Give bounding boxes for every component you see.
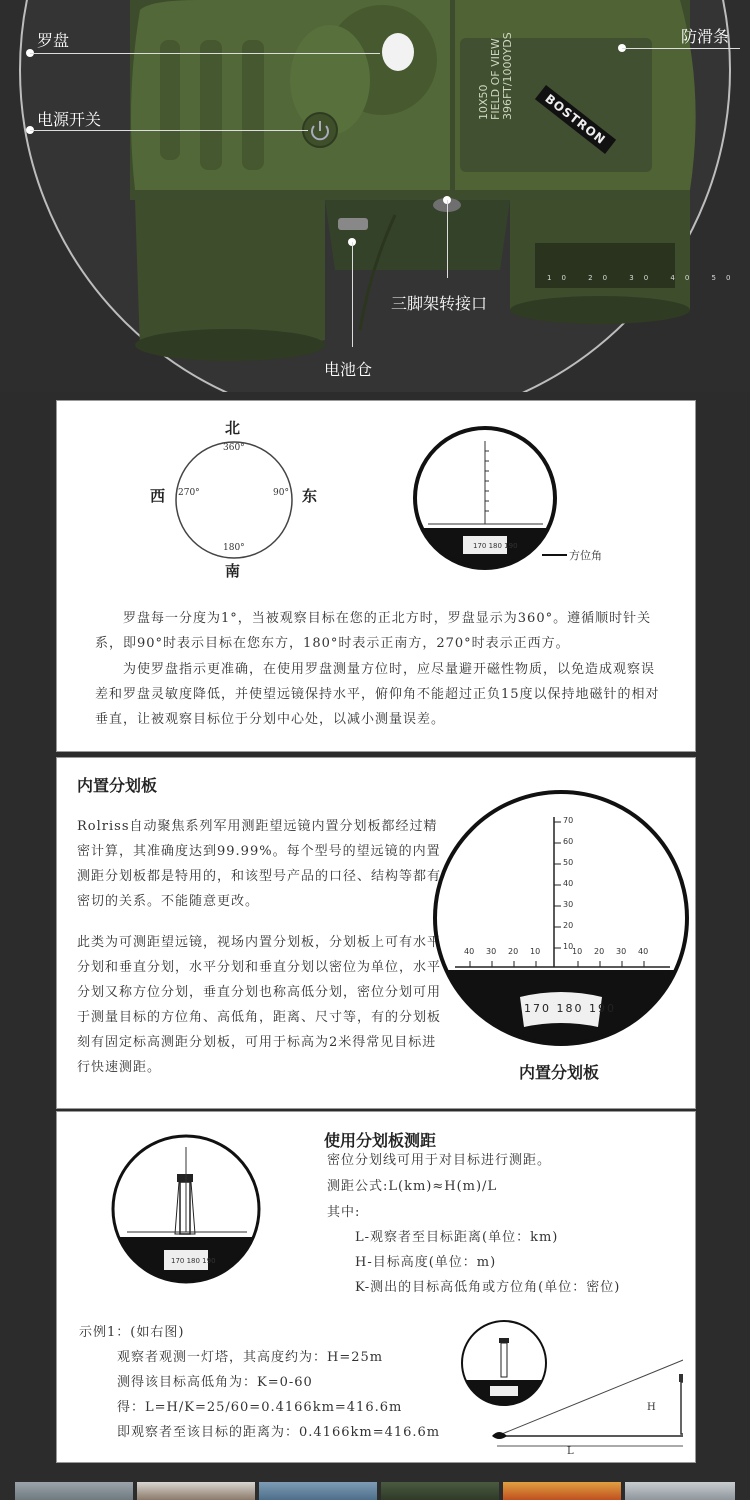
ranging-where: 其中: — [327, 1205, 361, 1220]
compass-north: 北 — [225, 419, 241, 437]
compass-callout: 罗盘 — [37, 31, 70, 50]
definition-h: H-目标高度(单位：m) — [355, 1255, 497, 1270]
horizontal-tick-label: 20 — [594, 947, 605, 956]
compass-reticle-view — [413, 426, 558, 571]
compass-west: 西 — [150, 487, 166, 505]
spec-line-3: 396FT/1000YDS — [501, 32, 514, 120]
power-switch-callout: 电源开关 — [37, 110, 102, 129]
degree-360: 360° — [223, 443, 245, 453]
reticle-title: 内置分划板 — [77, 776, 158, 795]
tripod-adapter-callout: 三脚架转接口 — [391, 294, 488, 313]
vertical-tick-label: 70 — [563, 816, 574, 825]
horizontal-tick-label: 40 — [638, 947, 649, 956]
example-line-1: 观察者观测一灯塔，其高度约为：H=25m — [117, 1350, 384, 1365]
thumbnail-4 — [381, 1482, 499, 1500]
product-hero — [0, 0, 750, 392]
scale-170: 170 — [524, 1002, 551, 1015]
horizontal-tick-label: 10 — [530, 947, 541, 956]
compass-paragraph-1: 罗盘每一分度为1°，当被观察目标在您的正北方时，罗盘显示为360°。遵循顺时针关系，即90°时表示目标在您东方，180°时表示正南方，270°时表示正西方。 — [95, 611, 652, 651]
thumbnail-2 — [137, 1482, 255, 1500]
example-line-2: 测得该目标高低角为：K=0-60 — [117, 1375, 313, 1390]
svg-text:170 180 190: 170 180 190 — [473, 542, 518, 550]
vertical-tick-label: 30 — [563, 900, 574, 909]
binocular-illustration — [0, 0, 750, 392]
battery-callout-line — [352, 242, 353, 347]
scale-180: 180 — [556, 1002, 584, 1015]
ranging-panel — [56, 1111, 696, 1463]
compass-paragraph-2: 为使罗盘指示更准确，在使用罗盘测量方位时，应尽量避开磁性物质，以免造成观察误差和罗盘灵敏度降低，并使望远镜保持水平，俯仰角不能超过正负15度以保持地磁针的相对垂直，让被观察目标位于分划中心处，以减小测量误差。 — [95, 662, 660, 727]
example-title: 示例1：(如右图) — [79, 1325, 185, 1340]
example-line-3: 得：L=H/K=25/60=0.4166km=416.6m — [117, 1400, 403, 1415]
reticle-caption: 内置分划板 — [519, 1063, 600, 1082]
battery-callout: 电池仓 — [324, 360, 373, 379]
spec-line-1: 10X50 — [477, 84, 490, 120]
vertical-tick-label: 20 — [563, 921, 574, 930]
anti-slip-callout: 防滑条 — [681, 27, 730, 46]
compass-east: 东 — [302, 487, 318, 505]
brand-label: BOSTRON — [535, 85, 616, 154]
power-callout-line — [30, 130, 308, 131]
compass-panel — [56, 400, 696, 752]
degree-90: 90° — [273, 488, 289, 498]
horizontal-tick-label: 30 — [616, 947, 627, 956]
vertical-tick-label: 50 — [563, 858, 574, 867]
degree-180: 180° — [223, 543, 245, 553]
reticle-paragraph-2: 此类为可测距望远镜，视场内置分划板，分划板上可有水平分划和垂直分划，水平分划和垂直分划以密位为单位，水平分划又称方位分划，垂直分划也称高低分划，密位分划可用于测量目标的方位角、高低角，距离、尺寸等，有的分划板刻有固定标高测距分划板，可用于标高为2米得常见目标进行快速测距。 — [77, 935, 442, 1075]
thumbnail-3 — [259, 1482, 377, 1500]
vertical-tick-label: 40 — [563, 879, 574, 888]
azimuth-label: 方位角 — [569, 549, 602, 562]
definition-k: K-测出的目标高低角或方位角(单位：密位) — [355, 1280, 621, 1295]
compass-south: 南 — [225, 562, 241, 580]
ranging-line-1: 密位分划线可用于对目标进行测距。 — [327, 1153, 552, 1168]
horizontal-tick-label: 10 — [572, 947, 583, 956]
example-line-4: 即观察者至该目标的距离为：0.4166km=416.6m — [117, 1425, 441, 1440]
anti-slip-callout-line — [622, 48, 740, 49]
reticle-paragraph-1: Rolriss自动聚焦系列军用测距望远镜内置分划板都经过精密计算，其准确度达到99.99%。每个型号的望远镜的内置测距分划板都是特用的，和该型号产品的口径、结构等都有密切的关系。不能随意更改。 — [77, 819, 442, 909]
spec-text — [478, 32, 514, 120]
spec-line-2: FIELD OF VIEW — [489, 38, 502, 120]
focus-scale: 10 20 30 40 50 — [547, 274, 741, 282]
compass-callout-line — [30, 53, 380, 54]
svg-text:170 180 190: 170 180 190 — [171, 1257, 216, 1265]
reticle-scale — [524, 1002, 616, 1015]
reticle-panel — [56, 757, 696, 1109]
thumbnail-5 — [503, 1482, 621, 1500]
ranging-reticle-view — [109, 1132, 263, 1286]
vertical-tick-label: 60 — [563, 837, 574, 846]
azimuth-pointer — [542, 554, 567, 556]
diagram-h-label: H — [647, 1402, 656, 1413]
tripod-callout-line — [447, 200, 448, 278]
degree-270: 270° — [178, 488, 200, 498]
scale-190: 190 — [589, 1002, 616, 1015]
horizontal-tick-label: 40 — [464, 947, 475, 956]
ranging-example-diagram — [457, 1318, 683, 1458]
ranging-formula: 测距公式:L(km)≈H(m)/L — [327, 1179, 498, 1194]
ranging-title: 使用分划板测距 — [324, 1131, 437, 1150]
definition-l: L-观察者至目标距离(单位：km) — [355, 1230, 559, 1245]
vertical-tick-label: 10 — [563, 942, 574, 951]
horizontal-tick-label: 20 — [508, 947, 519, 956]
horizontal-tick-label: 30 — [486, 947, 497, 956]
diagram-l-label: L — [567, 1446, 574, 1457]
thumbnail-6 — [625, 1482, 735, 1500]
thumbnail-1 — [15, 1482, 133, 1500]
